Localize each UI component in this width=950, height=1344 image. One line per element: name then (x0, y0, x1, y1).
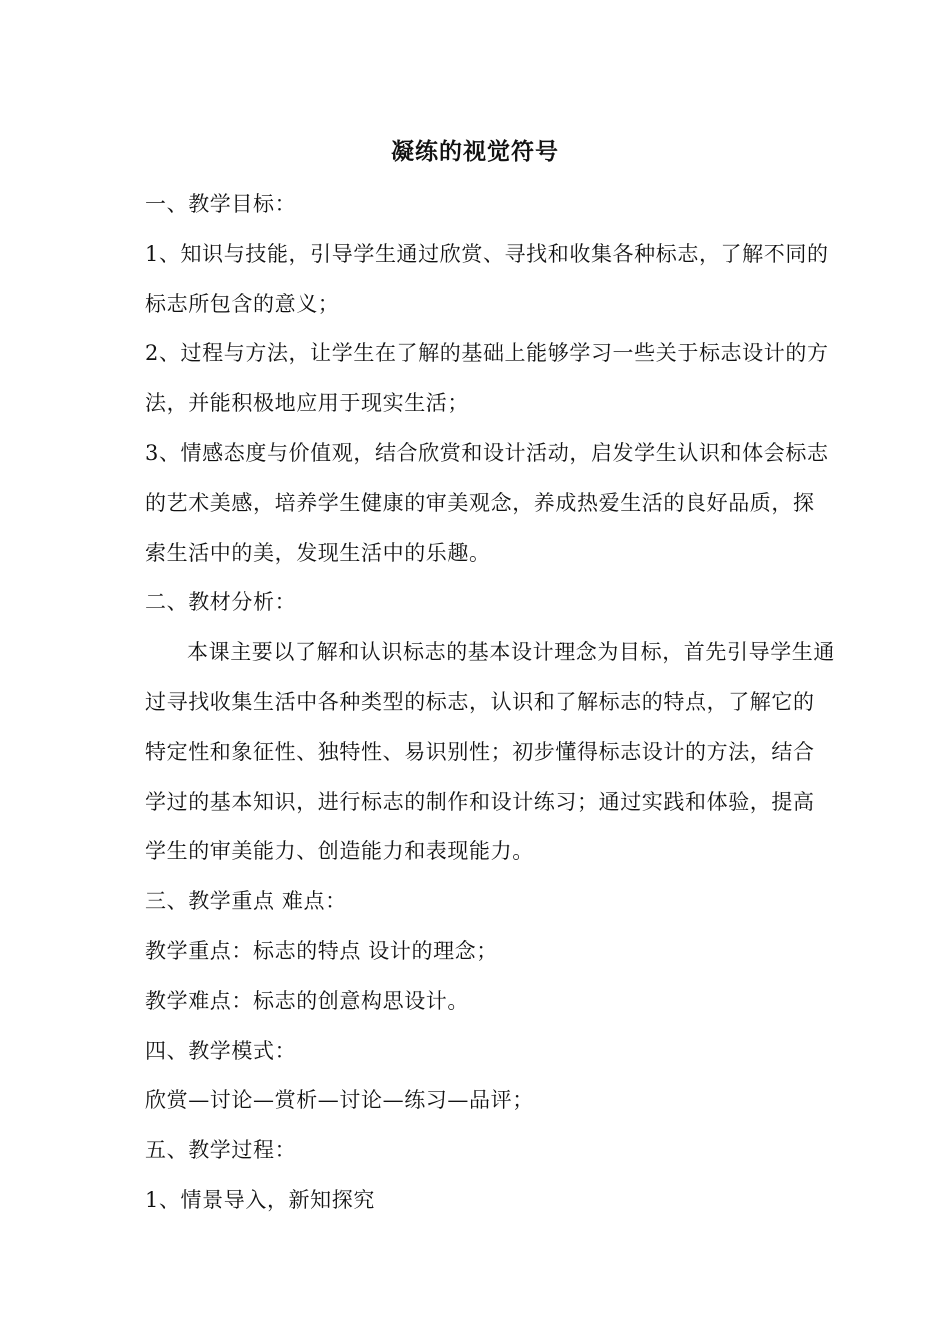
document-title: 凝练的视觉符号 (391, 139, 559, 165)
paragraph: 四、教学模式： (145, 1038, 297, 1063)
document-body (145, 180, 835, 1226)
paragraph: 五、教学过程： (145, 1138, 297, 1163)
paragraph: 二、教材分析： (145, 590, 297, 615)
paragraph: 三、教学重点 难点： (145, 889, 347, 914)
paragraph: 2、过程与方法，让学生在了解的基础上能够学习一些关于标志设计的方法，并能积极地应用于现实生活； (145, 341, 829, 416)
paragraph: 教学难点：标志的创意构思设计。 (145, 988, 469, 1013)
paragraph: 欣赏—讨论—赏析—讨论—练习—品评； (145, 1088, 534, 1113)
paragraph: 教学重点：标志的特点 设计的理念； (145, 938, 498, 963)
paragraph: 1、知识与技能，引导学生通过欣赏、寻找和收集各种标志，了解不同的标志所包含的意义； (145, 241, 829, 316)
paragraph: 1、情景导入，新知探究 (145, 1187, 375, 1212)
paragraph: 3、情感态度与价值观，结合欣赏和设计活动，启发学生认识和体会标志的艺术美感，培养学生健康的审美观念，养成热爱生活的良好品质，探索生活中的美，发现生活中的乐趣。 (145, 440, 829, 565)
paragraph: 本课主要以了解和认识标志的基本设计理念为目标，首先引导学生通过寻找收集生活中各种类型的标志，认识和了解标志的特点，了解它的特定性和象征性、独特性、易识别性；初步懂得标志设计的方法，结合学过的基本知识，进行标志的制作和设计练习；通过实践和体验，提高学生的审美能力、创造能力和表现能力。 (145, 640, 835, 864)
paragraph: 一、教学目标： (145, 192, 297, 216)
